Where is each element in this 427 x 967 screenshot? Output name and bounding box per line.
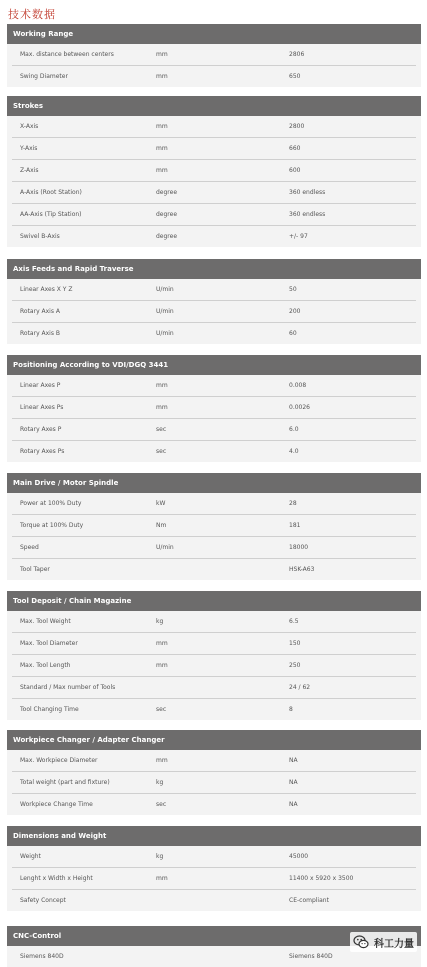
table-row: [12, 160, 416, 182]
spec-section: [7, 591, 421, 720]
section-header: Positioning According to VDI/DGQ 3441: [7, 355, 421, 375]
unit-cell: U/min: [156, 308, 174, 315]
unit-cell: sec: [156, 448, 167, 455]
table-row: [12, 182, 416, 204]
unit-cell: mm: [156, 145, 168, 152]
table-row: [12, 204, 416, 226]
parameter-cell: Rotary Axes P: [20, 426, 62, 433]
unit-cell: degree: [156, 233, 178, 240]
parameter-cell: Max. Workpiece Diameter: [20, 757, 98, 764]
unit-cell: mm: [156, 73, 168, 80]
value-cell: 60: [289, 330, 297, 337]
table-row: [12, 226, 416, 247]
table-row: [12, 493, 416, 515]
value-cell: HSK-A63: [289, 566, 315, 573]
spec-section: [7, 473, 421, 580]
spec-section: [7, 730, 421, 815]
value-cell: 360 endless: [289, 189, 326, 196]
table-row: [12, 279, 416, 301]
value-cell: 18000: [289, 544, 309, 551]
table-row: [12, 301, 416, 323]
page-title: 技术数据: [8, 8, 56, 21]
section-body: [7, 846, 421, 911]
table-row: [12, 699, 416, 720]
parameter-cell: X-Axis: [20, 123, 39, 130]
value-cell: 6.0: [289, 426, 299, 433]
parameter-cell: Rotary Axis B: [20, 330, 60, 337]
watermark-text: 科工力量: [374, 938, 414, 950]
table-row: [12, 441, 416, 462]
table-row: [12, 138, 416, 160]
parameter-cell: Total weight (part and fixture): [20, 779, 110, 786]
table-row: [12, 794, 416, 815]
parameter-cell: Swivel B-Axis: [20, 233, 60, 240]
table-row: [12, 633, 416, 655]
unit-cell: kg: [156, 618, 164, 625]
parameter-cell: Tool Taper: [20, 566, 50, 573]
table-row: [12, 397, 416, 419]
section-header: Working Range: [7, 24, 421, 44]
value-cell: NA: [289, 801, 298, 808]
parameter-cell: Standard / Max number of Tools: [20, 684, 116, 691]
section-body: [7, 116, 421, 247]
table-row: [12, 750, 416, 772]
spec-section: [7, 355, 421, 462]
value-cell: 2806: [289, 51, 305, 58]
spec-section: [7, 259, 421, 344]
parameter-cell: Max. Tool Weight: [20, 618, 71, 625]
table-row: [12, 890, 416, 911]
table-row: [12, 419, 416, 441]
parameter-cell: Max. distance between centers: [20, 51, 114, 58]
parameter-cell: Safety Concept: [20, 897, 66, 904]
section-body: [7, 611, 421, 720]
parameter-cell: Max. Tool Length: [20, 662, 71, 669]
parameter-cell: Lenght x Width x Height: [20, 875, 93, 882]
value-cell: 650: [289, 73, 301, 80]
unit-cell: U/min: [156, 330, 174, 337]
value-cell: 24 / 62: [289, 684, 311, 691]
value-cell: +/- 97: [289, 233, 308, 240]
unit-cell: Nm: [156, 522, 167, 529]
value-cell: 150: [289, 640, 301, 647]
unit-cell: mm: [156, 167, 168, 174]
parameter-cell: Linear Axes Ps: [20, 404, 64, 411]
section-header: Main Drive / Motor Spindle: [7, 473, 421, 493]
table-row: [12, 677, 416, 699]
section-body: [7, 493, 421, 580]
table-row: [12, 611, 416, 633]
value-cell: 45000: [289, 853, 309, 860]
value-cell: 11400 x 5920 x 3500: [289, 875, 354, 882]
spec-section: [7, 826, 421, 911]
unit-cell: degree: [156, 189, 178, 196]
value-cell: NA: [289, 757, 298, 764]
unit-cell: mm: [156, 640, 168, 647]
value-cell: 250: [289, 662, 301, 669]
section-header: Axis Feeds and Rapid Traverse: [7, 259, 421, 279]
section-body: [7, 750, 421, 815]
parameter-cell: Linear Axes X Y Z: [20, 286, 73, 293]
parameter-cell: AA-Axis (Tip Station): [20, 211, 82, 218]
unit-cell: kW: [156, 500, 166, 507]
table-row: [12, 375, 416, 397]
table-row: [12, 116, 416, 138]
unit-cell: degree: [156, 211, 178, 218]
unit-cell: kg: [156, 853, 164, 860]
value-cell: 8: [289, 706, 293, 713]
section-header: CNC-Control: [7, 926, 421, 946]
table-row: [12, 655, 416, 677]
table-row: [12, 559, 416, 580]
table-row: [12, 44, 416, 66]
unit-cell: mm: [156, 123, 168, 130]
parameter-cell: Torque at 100% Duty: [20, 522, 84, 529]
parameter-cell: Y-Axis: [20, 145, 38, 152]
value-cell: 50: [289, 286, 297, 293]
parameter-cell: A-Axis (Root Station): [20, 189, 82, 196]
unit-cell: U/min: [156, 544, 174, 551]
value-cell: NA: [289, 779, 298, 786]
unit-cell: sec: [156, 706, 167, 713]
unit-cell: mm: [156, 382, 168, 389]
table-row: [12, 772, 416, 794]
value-cell: 2800: [289, 123, 305, 130]
value-cell: Siemens 840D: [289, 953, 333, 960]
unit-cell: sec: [156, 801, 167, 808]
table-row: [12, 515, 416, 537]
value-cell: 600: [289, 167, 301, 174]
parameter-cell: Z-Axis: [20, 167, 39, 174]
parameter-cell: Tool Changing Time: [20, 706, 79, 713]
unit-cell: sec: [156, 426, 167, 433]
parameter-cell: Power at 100% Duty: [20, 500, 82, 507]
value-cell: 0.0026: [289, 404, 310, 411]
table-row: [12, 323, 416, 344]
table-row: [12, 846, 416, 868]
value-cell: 28: [289, 500, 297, 507]
watermark: [350, 932, 417, 952]
value-cell: 181: [289, 522, 301, 529]
spec-section: [7, 24, 421, 87]
unit-cell: U/min: [156, 286, 174, 293]
section-header: Workpiece Changer / Adapter Changer: [7, 730, 421, 750]
value-cell: 6.5: [289, 618, 299, 625]
parameter-cell: Weight: [20, 853, 41, 860]
spec-section: [7, 96, 421, 247]
section-header: Dimensions and Weight: [7, 826, 421, 846]
value-cell: 200: [289, 308, 301, 315]
parameter-cell: Workpiece Change Time: [20, 801, 93, 808]
section-body: [7, 279, 421, 344]
section-body: [7, 375, 421, 462]
value-cell: 0.008: [289, 382, 307, 389]
table-row: [12, 537, 416, 559]
unit-cell: mm: [156, 662, 168, 669]
unit-cell: mm: [156, 404, 168, 411]
value-cell: CE-compliant: [289, 897, 329, 904]
unit-cell: mm: [156, 875, 168, 882]
section-header: Tool Deposit / Chain Magazine: [7, 591, 421, 611]
value-cell: 660: [289, 145, 301, 152]
section-header: Strokes: [7, 96, 421, 116]
unit-cell: mm: [156, 757, 168, 764]
parameter-cell: Swing Diameter: [20, 73, 68, 80]
parameter-cell: Rotary Axes Ps: [20, 448, 65, 455]
unit-cell: mm: [156, 51, 168, 58]
parameter-cell: Speed: [20, 544, 39, 551]
parameter-cell: Rotary Axis A: [20, 308, 60, 315]
value-cell: 360 endless: [289, 211, 326, 218]
unit-cell: kg: [156, 779, 164, 786]
parameter-cell: Max. Tool Diameter: [20, 640, 78, 647]
wechat-icon: [353, 934, 369, 950]
table-row: [12, 868, 416, 890]
table-row: [12, 66, 416, 87]
parameter-cell: Siemens 840D: [20, 953, 64, 960]
parameter-cell: Linear Axes P: [20, 382, 61, 389]
value-cell: 4.0: [289, 448, 299, 455]
section-body: [7, 44, 421, 87]
